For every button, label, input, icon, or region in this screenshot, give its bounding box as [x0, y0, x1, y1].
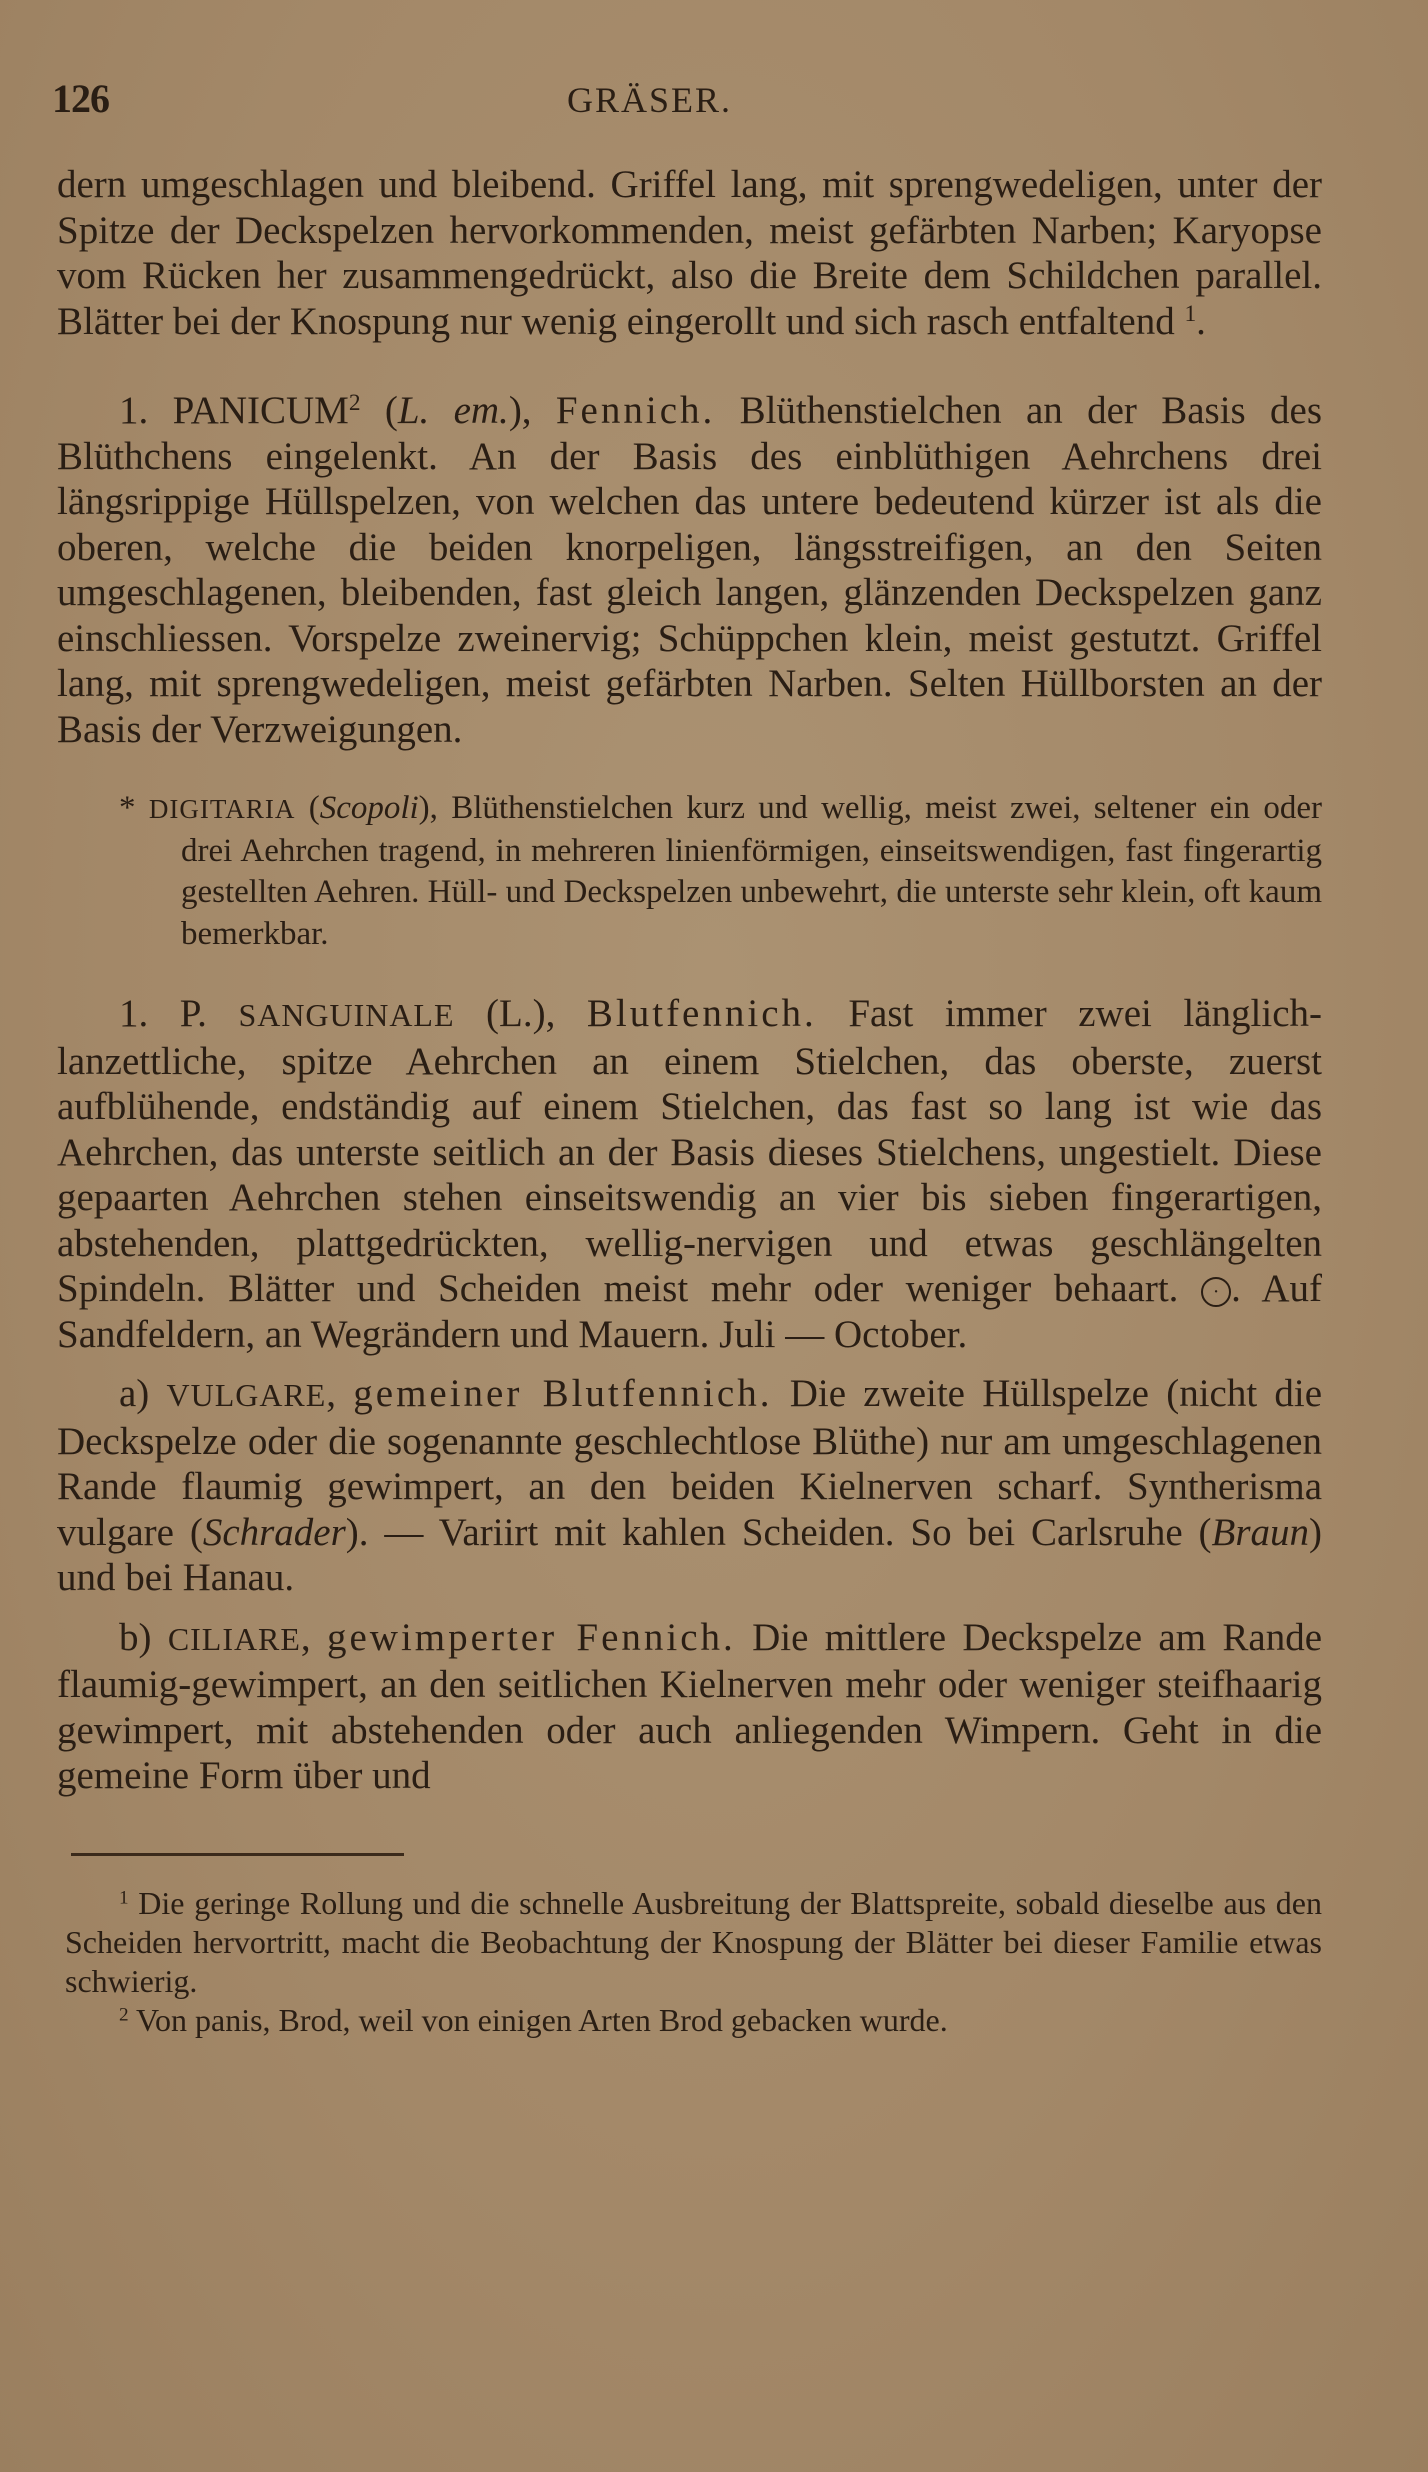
intro-end: .	[1196, 299, 1206, 343]
species-name: SANGUINALE	[238, 998, 455, 1033]
footnote-marker: 1	[119, 1886, 129, 1908]
footnote-ref: 1	[1184, 300, 1197, 327]
genus-authority: L. em.	[397, 389, 509, 432]
variety-ref-1: Schrader	[202, 1510, 346, 1554]
variety-a-paragraph: a) VULGARE, gemeiner Blutfennich. Die zweite Hüllspelze (nicht die Deckspelze oder die sogenannte geschlechtlose Blüthe) nur am umgeschlagenen Rande flaumig gewimpert, an den beiden Kielnerven scharf. Syntherisma vulgare (Schrader). — Variirt mit kahlen Scheiden. So bei Carlsruhe (Braun) und bei Hanau.	[57, 1372, 1323, 1599]
footnote-text: Von panis, Brod, weil von einigen Arten Brod gebacken wurde.	[136, 2001, 948, 2038]
variety-text-after: ) und bei Hanau.	[57, 1510, 1322, 1599]
footnote	[65, 1884, 1322, 2001]
page-number: 126	[52, 76, 109, 121]
variety-label: a)	[119, 1372, 150, 1415]
variety-text: Die mittlere Deckspelze am Rande flaumig-gewimpert, an den seitlichen Kielnerven mehr oder weniger steifhaarig gewimpert, mit abstehenden oder auch anliegenden Wimpern. Geht in die gemeine Form über und	[57, 1615, 1323, 1797]
genus-number: 1.	[119, 389, 149, 432]
section-description: , Blüthenstielchen kurz und wellig, meist zwei, seltener ein oder drei Aehrchen tragend, in mehreren linienförmigen, einseitswendigen, fast fingerartig gestellten Aehren. Hüll- und Deckspelzen unbewehrt, die unterste sehr klein, oft kaum bemerkbar.	[181, 790, 1323, 952]
footnote-divider	[71, 1853, 404, 1856]
annual-plant-icon: ·	[1201, 1277, 1231, 1307]
intro-text: dern umgeschlagen und bleibend. Griffel lang, mit sprengwedeligen, unter der Spitze der Deckspelzen hervorkommenden, meist gefärbten Narben; Karyopse vom Rücken her zusammengedrückt, also die Breite dem Schildchen parallel. Blätter bei der Knospung nur wenig eingerollt und sich rasch entfaltend	[57, 163, 1322, 343]
footnote-text: Die geringe Rollung und die schnelle Ausbreitung der Blattspreite, sobald dieselbe aus den Scheiden hervortritt, macht die Beobachtung der Knospung der Blätter bei dieser Familie etwas schwierig.	[65, 1884, 1323, 1999]
footnote-ref: 2	[348, 390, 361, 417]
species-authority: (L.)	[486, 992, 546, 1035]
genus-common-name: Fennich.	[555, 389, 716, 432]
variety-common-name: gewimperter Fennich.	[327, 1615, 736, 1659]
variety-text-before: Die zweite Hüllspelze (nicht die Deckspelze oder die sogenannte geschlechtlose Blüthe) nur am umgeschlagenen Rande flaumig gewimpert, an den beiden Kielnerven scharf. Syntherisma vulgare (	[57, 1372, 1323, 1554]
variety-ref-2: Braun	[1211, 1510, 1309, 1554]
footnote	[65, 2001, 1322, 2040]
species-description: Fast immer zwei länglich-lanzettliche, spitze Aehrchen an einem Stielchen, das oberste, zuerst aufblühende, endständig auf einem Stielchen, das fast so lang ist wie das Aehrchen, das unterste seitlich an der Basis dieses Stielchens, ungestielt. Diese gepaarten Aehrchen stehen einseitswendig an vier bis sieben fingerartigen, abstehenden, plattgedrückten, wellig-nervigen und etwas geschlängelten Spindeln. Blätter und Scheiden meist mehr oder weniger behaart.	[57, 992, 1323, 1310]
variety-common-name: gemeiner Blutfennich.	[353, 1372, 773, 1415]
variety-label: b)	[119, 1615, 152, 1659]
species-common-name: Blutfennich.	[586, 992, 817, 1035]
section-authority: Scopoli	[319, 790, 419, 826]
section-marker: *	[119, 790, 136, 826]
footnotes	[57, 1884, 1322, 2040]
section-paragraph: * DIGITARIA (Scopoli), Blüthenstielchen kurz und wellig, meist zwei, seltener ein oder drei Aehrchen tragend, in mehreren linienförmigen, einseitswendigen, fast fingerartig gestellten Aehren. Hüll- und Deckspelzen unbewehrt, die unterste sehr klein, oft kaum bemerkbar.	[119, 790, 1323, 952]
footnote-marker: 2	[119, 2003, 129, 2025]
genus-description: Blüthenstielchen an der Basis des Blüthchens eingelenkt. An der Basis des einblüthigen Aehrchens drei längsrippige Hüllspelzen, von welchen das untere bedeutend kürzer ist als die oberen, welche die beiden knorpeligen, längsstreifigen, an den Seiten umgeschlagenen, bleibenden, fast gleich langen, glänzenden Deckspelzen ganz einschliessen. Vorspelze zweinervig; Schüppchen klein, meist gestutzt. Griffel lang, mit sprengwedeligen, meist gefärbten Narben. Selten Hüllborsten an der Basis der Verzweigungen.	[57, 389, 1323, 751]
genus-paragraph: 1. PANICUM$^2$ (L. em.), Fennich. Blüthenstielchen an der Basis des Blüthchens eingelenkt. An der Basis des einblüthigen Aehrchens drei längsrippige Hüllspelzen, von welchen das untere bedeutend kürzer ist als die oberen, welche die beiden knorpeligen, längsstreifigen, an den Seiten umgeschlagenen, bleibenden, fast gleich langen, glänzenden Deckspelzen ganz einschliessen. Vorspelze zweinervig; Schüppchen klein, meist gestutzt. Griffel lang, mit sprengwedeligen, meist gefärbten Narben. Selten Hüllborsten an der Basis der Verzweigungen.	[57, 389, 1323, 751]
variety-text-mid: ). — Variirt mit kahlen Scheiden. So bei Carlsruhe (	[345, 1510, 1212, 1554]
variety-name: CILIARE	[167, 1621, 301, 1657]
species-number: 1. P.	[119, 992, 207, 1035]
variety-name: VULGARE	[166, 1378, 327, 1413]
species-paragraph: 1. P. SANGUINALE (L.), Blutfennich. Fast immer zwei länglich-lanzettliche, spitze Aehrchen an einem Stielchen, das oberste, zuerst aufblühende, endständig auf einem Stielchen, das fast so lang ist wie das Aehrchen, das unterste seitlich an der Basis dieses Stielchens, ungestielt. Diese gepaarten Aehrchen stehen einseitswendig an vier bis sieben fingerartigen, abstehenden, plattgedrückten, wellig-nervigen und etwas geschlängelten Spindeln. Blätter und Scheiden meist mehr oder weniger behaart. · . Auf Sandfeldern, an Wegrändern und Mauern. Juli — October.	[57, 992, 1323, 1356]
species-habitat: . Auf Sandfeldern, an Wegrändern und Mauern. Juli — October.	[57, 1267, 1322, 1356]
genus-name: PANICUM	[172, 389, 349, 432]
page-header	[52, 74, 1322, 130]
section-name: DIGITARIA	[148, 794, 296, 824]
variety-b-paragraph: b) CILIARE, gewimperter Fennich. Die mittlere Deckspelze am Rande flaumig-gewimpert, an den seitlichen Kielnerven mehr oder weniger steifhaarig gewimpert, mit abstehenden oder auch anliegenden Wimpern. Geht in die gemeine Form über und	[57, 1615, 1323, 1797]
running-title: GRÄSER.	[567, 80, 733, 120]
page-body	[57, 162, 1322, 2040]
intro-paragraph	[57, 162, 1322, 344]
